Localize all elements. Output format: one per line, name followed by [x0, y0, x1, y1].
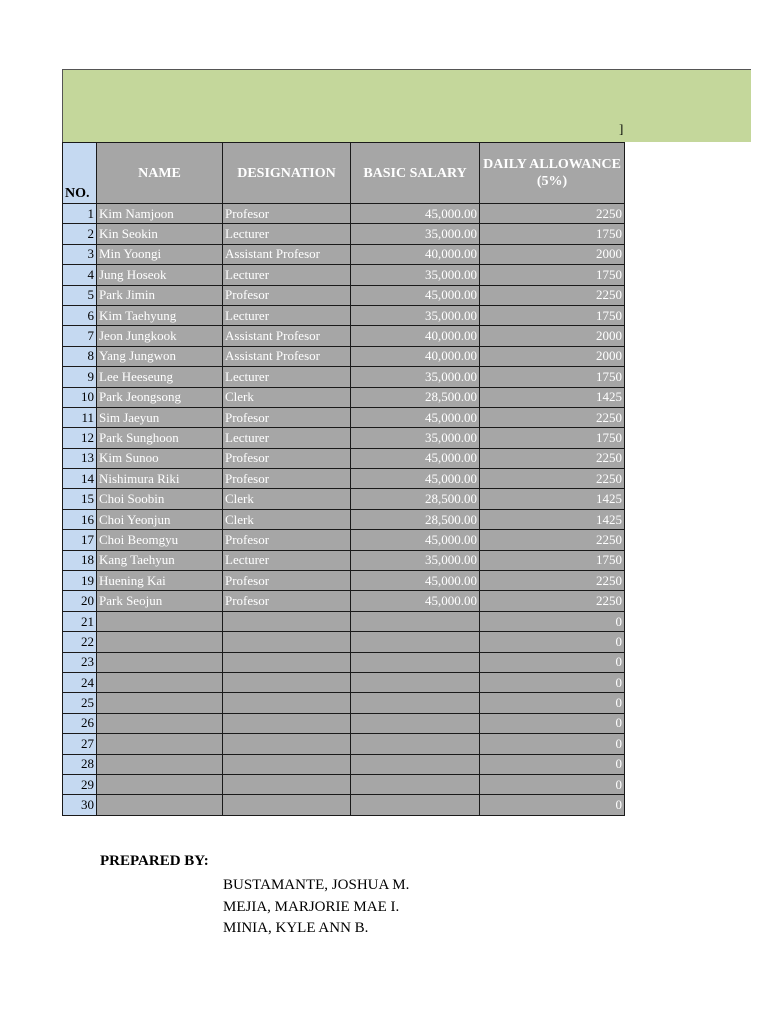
cell-daily-allowance[interactable]: 0: [480, 632, 625, 652]
cell-daily-allowance[interactable]: 2250: [480, 530, 625, 550]
cell-designation[interactable]: [223, 734, 351, 754]
table-row: [63, 305, 625, 325]
cell-no[interactable]: 11: [63, 407, 97, 427]
cell-daily-allowance[interactable]: 0: [480, 693, 625, 713]
cell-daily-allowance[interactable]: 2250: [480, 448, 625, 468]
cell-no[interactable]: 13: [63, 448, 97, 468]
cell-no[interactable]: 21: [63, 611, 97, 631]
cell-designation[interactable]: Profesor: [223, 204, 351, 224]
cell-daily-allowance[interactable]: 2250: [480, 571, 625, 591]
cell-basic-salary[interactable]: 45,000.00: [351, 448, 480, 468]
cell-basic-salary[interactable]: [351, 693, 480, 713]
cell-no[interactable]: 30: [63, 795, 97, 815]
cell-designation[interactable]: Clerk: [223, 509, 351, 529]
table-row: [63, 367, 625, 387]
cell-designation[interactable]: Lecturer: [223, 305, 351, 325]
cell-designation[interactable]: [223, 611, 351, 631]
cell-daily-allowance[interactable]: 1425: [480, 387, 625, 407]
cell-basic-salary[interactable]: [351, 611, 480, 631]
cell-daily-allowance[interactable]: 2250: [480, 591, 625, 611]
salary-table: [62, 142, 625, 816]
cell-name[interactable]: Kim Namjoon: [97, 204, 223, 224]
cell-daily-allowance[interactable]: 0: [480, 795, 625, 815]
cell-basic-salary[interactable]: [351, 652, 480, 672]
cell-daily-allowance[interactable]: 1425: [480, 509, 625, 529]
cell-designation[interactable]: [223, 713, 351, 733]
table-row: [63, 387, 625, 407]
table-row: [63, 672, 625, 692]
cell-name[interactable]: Sim Jaeyun: [97, 407, 223, 427]
header-daily-allowance[interactable]: DAILY ALLOWANCE (5%): [480, 143, 625, 204]
cell-designation[interactable]: Profesor: [223, 448, 351, 468]
table-row: [63, 489, 625, 509]
cell-designation[interactable]: Assistant Profesor: [223, 244, 351, 264]
cell-daily-allowance[interactable]: 0: [480, 713, 625, 733]
cell-basic-salary[interactable]: [351, 632, 480, 652]
header-name[interactable]: NAME: [97, 143, 223, 204]
table-row: [63, 693, 625, 713]
cell-basic-salary[interactable]: 45,000.00: [351, 571, 480, 591]
cell-name[interactable]: [97, 611, 223, 631]
cell-daily-allowance[interactable]: 0: [480, 734, 625, 754]
cell-no[interactable]: 26: [63, 713, 97, 733]
cell-no[interactable]: 14: [63, 469, 97, 489]
cell-name[interactable]: Min Yoongi: [97, 244, 223, 264]
cell-daily-allowance[interactable]: 0: [480, 672, 625, 692]
cell-name[interactable]: [97, 693, 223, 713]
cell-designation[interactable]: [223, 672, 351, 692]
cell-name[interactable]: Lee Heeseung: [97, 367, 223, 387]
cell-no[interactable]: 1: [63, 204, 97, 224]
cell-basic-salary[interactable]: 35,000.00: [351, 224, 480, 244]
table-row: [63, 509, 625, 529]
cell-no[interactable]: 27: [63, 734, 97, 754]
cell-daily-allowance[interactable]: 2250: [480, 204, 625, 224]
cell-name[interactable]: Yang Jungwon: [97, 346, 223, 366]
table-row: [63, 754, 625, 774]
cell-basic-salary[interactable]: 40,000.00: [351, 346, 480, 366]
cell-name[interactable]: [97, 632, 223, 652]
cell-basic-salary[interactable]: [351, 734, 480, 754]
cell-no[interactable]: 12: [63, 428, 97, 448]
cell-daily-allowance[interactable]: 2250: [480, 469, 625, 489]
cell-name[interactable]: [97, 672, 223, 692]
cell-name[interactable]: [97, 652, 223, 672]
table-row: [63, 571, 625, 591]
cell-daily-allowance[interactable]: 0: [480, 774, 625, 794]
preparer-name: MEJIA, MARJORIE MAE I.: [223, 898, 400, 915]
prepared-by-label: PREPARED BY:: [100, 853, 209, 869]
title-mark: ]: [619, 121, 624, 136]
cell-designation[interactable]: Assistant Profesor: [223, 346, 351, 366]
cell-no[interactable]: 2: [63, 224, 97, 244]
cell-designation[interactable]: Lecturer: [223, 550, 351, 570]
cell-name[interactable]: Jung Hoseok: [97, 265, 223, 285]
cell-no[interactable]: 22: [63, 632, 97, 652]
cell-no[interactable]: 19: [63, 571, 97, 591]
cell-designation[interactable]: Clerk: [223, 387, 351, 407]
cell-daily-allowance[interactable]: 1750: [480, 224, 625, 244]
cell-name[interactable]: Nishimura Riki: [97, 469, 223, 489]
cell-name[interactable]: [97, 774, 223, 794]
cell-name[interactable]: Park Jimin: [97, 285, 223, 305]
cell-basic-salary[interactable]: [351, 774, 480, 794]
table-row: [63, 611, 625, 631]
cell-designation[interactable]: Profesor: [223, 530, 351, 550]
cell-designation[interactable]: Profesor: [223, 407, 351, 427]
cell-basic-salary[interactable]: 35,000.00: [351, 550, 480, 570]
cell-no[interactable]: 3: [63, 244, 97, 264]
table-row: [63, 591, 625, 611]
cell-daily-allowance[interactable]: 1425: [480, 489, 625, 509]
table-row: [63, 550, 625, 570]
cell-basic-salary[interactable]: 40,000.00: [351, 326, 480, 346]
cell-basic-salary[interactable]: 45,000.00: [351, 530, 480, 550]
cell-daily-allowance[interactable]: 2000: [480, 326, 625, 346]
cell-designation[interactable]: Lecturer: [223, 265, 351, 285]
cell-daily-allowance[interactable]: 1750: [480, 367, 625, 387]
cell-basic-salary[interactable]: 45,000.00: [351, 204, 480, 224]
table-row: [63, 530, 625, 550]
cell-no[interactable]: 18: [63, 550, 97, 570]
table-row: [63, 774, 625, 794]
cell-name[interactable]: [97, 734, 223, 754]
cell-designation[interactable]: Profesor: [223, 591, 351, 611]
cell-basic-salary[interactable]: 28,500.00: [351, 509, 480, 529]
cell-basic-salary[interactable]: 35,000.00: [351, 428, 480, 448]
header-row: [63, 143, 625, 204]
table-row: [63, 265, 625, 285]
cell-name[interactable]: Choi Beomgyu: [97, 530, 223, 550]
cell-designation[interactable]: [223, 754, 351, 774]
table-row: [63, 285, 625, 305]
cell-basic-salary[interactable]: [351, 713, 480, 733]
cell-designation[interactable]: Profesor: [223, 285, 351, 305]
cell-designation[interactable]: Lecturer: [223, 224, 351, 244]
cell-name[interactable]: Park Jeongsong: [97, 387, 223, 407]
cell-designation[interactable]: [223, 774, 351, 794]
cell-no[interactable]: 16: [63, 509, 97, 529]
cell-basic-salary[interactable]: [351, 672, 480, 692]
cell-designation[interactable]: Profesor: [223, 469, 351, 489]
cell-no[interactable]: 28: [63, 754, 97, 774]
cell-name[interactable]: Kin Seokin: [97, 224, 223, 244]
cell-name[interactable]: Kim Taehyung: [97, 305, 223, 325]
cell-no[interactable]: 29: [63, 774, 97, 794]
preparer-name: BUSTAMANTE, JOSHUA M.: [223, 877, 410, 893]
table-row: [63, 244, 625, 264]
cell-no[interactable]: 24: [63, 672, 97, 692]
cell-no[interactable]: 20: [63, 591, 97, 611]
cell-basic-salary[interactable]: 28,500.00: [351, 387, 480, 407]
cell-name[interactable]: Park Seojun: [97, 591, 223, 611]
cell-basic-salary[interactable]: [351, 795, 480, 815]
cell-no[interactable]: 4: [63, 265, 97, 285]
table-row: [63, 469, 625, 489]
cell-no[interactable]: 7: [63, 326, 97, 346]
cell-daily-allowance[interactable]: 1750: [480, 265, 625, 285]
cell-name[interactable]: Huening Kai: [97, 571, 223, 591]
cell-name[interactable]: Jeon Jungkook: [97, 326, 223, 346]
cell-name[interactable]: [97, 795, 223, 815]
title-band: [62, 69, 751, 142]
cell-daily-allowance[interactable]: 1750: [480, 428, 625, 448]
cell-daily-allowance[interactable]: 0: [480, 652, 625, 672]
cell-daily-allowance[interactable]: 2000: [480, 244, 625, 264]
header-no[interactable]: NO.: [63, 143, 97, 204]
cell-basic-salary[interactable]: 35,000.00: [351, 305, 480, 325]
cell-name[interactable]: Park Sunghoon: [97, 428, 223, 448]
cell-name[interactable]: [97, 713, 223, 733]
header-basic-salary[interactable]: BASIC SALARY: [351, 143, 480, 204]
cell-basic-salary[interactable]: 40,000.00: [351, 244, 480, 264]
cell-basic-salary[interactable]: 28,500.00: [351, 489, 480, 509]
table-row: [63, 652, 625, 672]
cell-basic-salary[interactable]: 45,000.00: [351, 591, 480, 611]
cell-daily-allowance[interactable]: 2000: [480, 346, 625, 366]
cell-no[interactable]: 8: [63, 346, 97, 366]
cell-no[interactable]: 10: [63, 387, 97, 407]
cell-no[interactable]: 6: [63, 305, 97, 325]
table-row: [63, 632, 625, 652]
table-row: [63, 795, 625, 815]
cell-no[interactable]: 23: [63, 652, 97, 672]
table-row: [63, 428, 625, 448]
table-row: [63, 713, 625, 733]
header-designation[interactable]: DESIGNATION: [223, 143, 351, 204]
cell-designation[interactable]: Assistant Profesor: [223, 326, 351, 346]
cell-basic-salary[interactable]: 45,000.00: [351, 407, 480, 427]
cell-basic-salary[interactable]: 35,000.00: [351, 367, 480, 387]
cell-no[interactable]: 17: [63, 530, 97, 550]
preparer-names: [223, 875, 409, 940]
cell-basic-salary[interactable]: 35,000.00: [351, 265, 480, 285]
table-row: [63, 734, 625, 754]
table-row: [63, 407, 625, 427]
cell-designation[interactable]: Lecturer: [223, 367, 351, 387]
cell-designation[interactable]: Clerk: [223, 489, 351, 509]
cell-no[interactable]: 9: [63, 367, 97, 387]
table-row: [63, 204, 625, 224]
cell-name[interactable]: Kim Sunoo: [97, 448, 223, 468]
cell-daily-allowance[interactable]: 1750: [480, 305, 625, 325]
cell-designation[interactable]: [223, 652, 351, 672]
cell-name[interactable]: [97, 754, 223, 774]
preparer-name: MINIA, KYLE ANN B.: [223, 920, 369, 936]
cell-designation[interactable]: Lecturer: [223, 428, 351, 448]
table-row: [63, 224, 625, 244]
cell-name[interactable]: Choi Yeonjun: [97, 509, 223, 529]
cell-basic-salary[interactable]: [351, 754, 480, 774]
cell-daily-allowance[interactable]: 2250: [480, 285, 625, 305]
cell-daily-allowance[interactable]: 0: [480, 754, 625, 774]
cell-basic-salary[interactable]: 45,000.00: [351, 469, 480, 489]
cell-no[interactable]: 15: [63, 489, 97, 509]
cell-designation[interactable]: [223, 693, 351, 713]
cell-name[interactable]: Kang Taehyun: [97, 550, 223, 570]
cell-designation[interactable]: [223, 632, 351, 652]
cell-designation[interactable]: Profesor: [223, 571, 351, 591]
cell-basic-salary[interactable]: 45,000.00: [351, 285, 480, 305]
table-row: [63, 326, 625, 346]
cell-name[interactable]: Choi Soobin: [97, 489, 223, 509]
cell-daily-allowance[interactable]: 1750: [480, 550, 625, 570]
cell-daily-allowance[interactable]: 0: [480, 611, 625, 631]
table-row: [63, 346, 625, 366]
cell-daily-allowance[interactable]: 2250: [480, 407, 625, 427]
cell-designation[interactable]: [223, 795, 351, 815]
cell-no[interactable]: 25: [63, 693, 97, 713]
table-row: [63, 448, 625, 468]
cell-no[interactable]: 5: [63, 285, 97, 305]
